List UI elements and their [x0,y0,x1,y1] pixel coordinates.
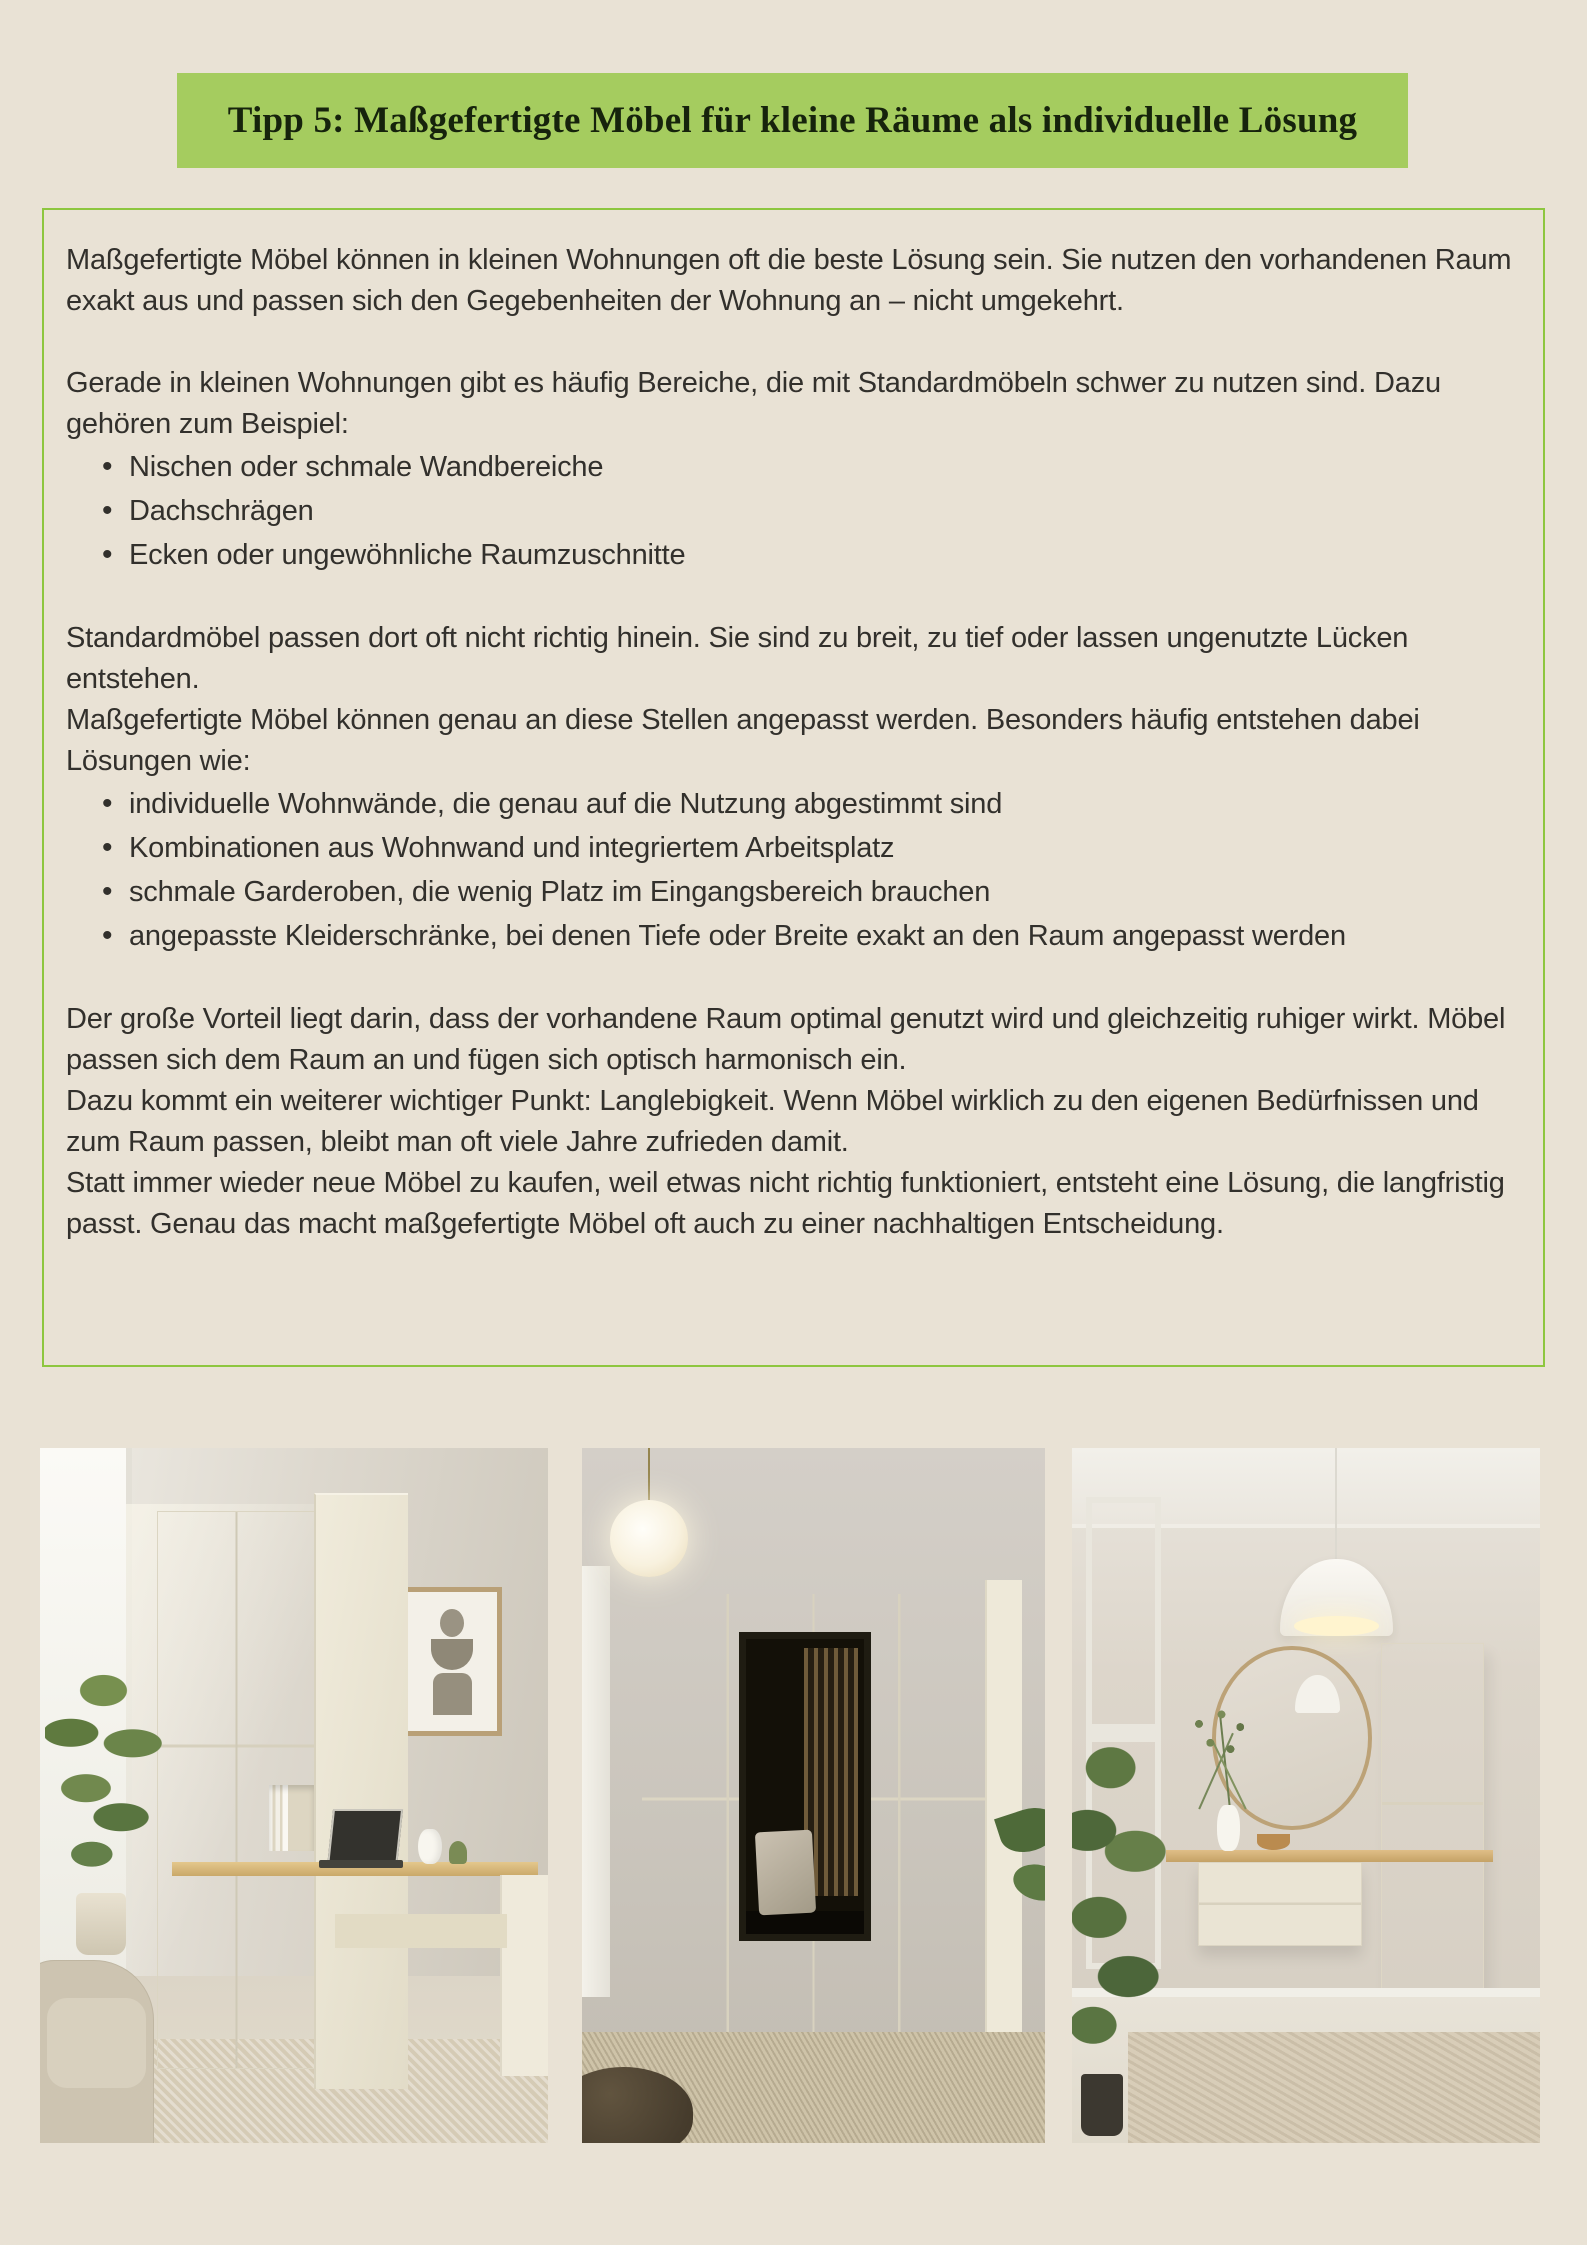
desk-rail [335,1914,508,1949]
floating-drawers [1198,1862,1362,1945]
globe-pendant-lamp [610,1500,689,1576]
potted-plant [45,1643,162,1907]
rug [1128,2032,1540,2143]
lamp-cord [1335,1448,1337,1563]
vase [418,1829,441,1864]
wardrobe-column [314,1493,407,2089]
plant-pot [1081,2074,1123,2137]
article-box [42,208,1545,1367]
laptop-screen [326,1809,402,1867]
list-item: • individuelle Wohnwände, die genau auf die Nutzung abgestimmt sind [66,782,1519,826]
list-item: • Nischen oder schmale Wandbereiche [66,445,1519,489]
paragraph-sustainability: Statt immer wieder neue Möbel zu kaufen, weil etwas nicht richtig funktioniert, entsteht eine Lösung, die langfristig passt. Genau das macht maßgefertigte Möbel oft auch zu einer nachhaltigen Entscheidung. [66,1167,1505,1240]
page-title: Tipp 5: Maßgefertigte Möbel für kleine Räume als individuelle Lösung [227,100,1358,141]
paragraph-standard-furniture: Standardmöbel passen dort oft nicht richtig hinein. Sie sind zu breit, zu tief oder lassen ungenutzte Lücken entstehen. [66,622,1409,695]
tall-cabinet [1381,1643,1484,2011]
art-shape [431,1639,473,1670]
list-item: • angepasste Kleiderschränke, bei denen Tiefe oder Breite exakt an den Raum angepasst werden [66,914,1519,958]
window [582,1566,610,1997]
art-shape [440,1609,464,1637]
lamp-glow [1294,1616,1379,1636]
tip-banner [177,73,1408,168]
branch-leaves [1184,1705,1259,1768]
paragraph-advantage: Der große Vorteil liegt darin, dass der vorhandene Raum optimal genutzt wird und gleichzeitig ruhiger wirkt. Möbel passen sich dem Raum an und fügen sich optisch harmonisch ein. [66,1003,1506,1076]
wall-art [401,1587,503,1736]
cushion [755,1830,816,1916]
list-item: • schmale Garderoben, die wenig Platz im Eingangsbereich brauchen [66,870,1519,914]
list-item: • Kombinationen aus Wohnwand und integriertem Arbeitsplatz [66,826,1519,870]
paragraph-custom-solutions: Maßgefertigte Möbel können genau an diese Stellen angepasst werden. Besonders häufig entstehen dabei Lösungen wie: [66,704,1420,777]
potted-plant [1072,1726,1175,2074]
seating-niche [739,1632,871,1941]
paragraph-longevity: Dazu kommt ein weiterer wichtiger Punkt: Langlebigkeit. Wenn Möbel wirklich zu den eigenen Bedürfnissen und zum Raum passen, bleibt man oft viele Jahre zufrieden damit. [66,1085,1479,1158]
vase [1217,1805,1240,1851]
paragraph-intro: Maßgefertigte Möbel können in kleinen Wohnungen oft die beste Lösung sein. Sie nutzen den vorhandenen Raum exakt aus und passen sich den Gegebenheiten der Wohnung an – nicht umgekehrt. [66,244,1512,317]
desk-side-panel [500,1875,548,2077]
list-item: • Dachschrägen [66,489,1519,533]
bullet-list-problem-areas [66,445,1519,577]
armchair [40,1960,154,2143]
wood-shelf [1166,1850,1494,1863]
armchair-cushion [47,1998,146,2089]
plant-pot [76,1893,127,1956]
list-item: • Ecken oder ungewöhnliche Raumzuschnitte [66,533,1519,577]
photo-home-office [40,1448,548,2143]
mirror-reflection [1295,1675,1340,1714]
open-shelf-books [269,1785,315,1851]
photo-wardrobe-niche [582,1448,1045,2143]
laptop-base [319,1860,403,1868]
paragraph-problem-areas: Gerade in kleinen Wohnungen gibt es häufig Bereiche, die mit Standardmöbeln schwer zu nutzen sind. Dazu gehören zum Beispiel: [66,367,1441,440]
art-shape [433,1673,471,1715]
bullet-list-solutions [66,782,1519,958]
photo-entryway [1072,1448,1540,2143]
succulent [449,1841,467,1865]
lamp-cord [648,1448,650,1507]
